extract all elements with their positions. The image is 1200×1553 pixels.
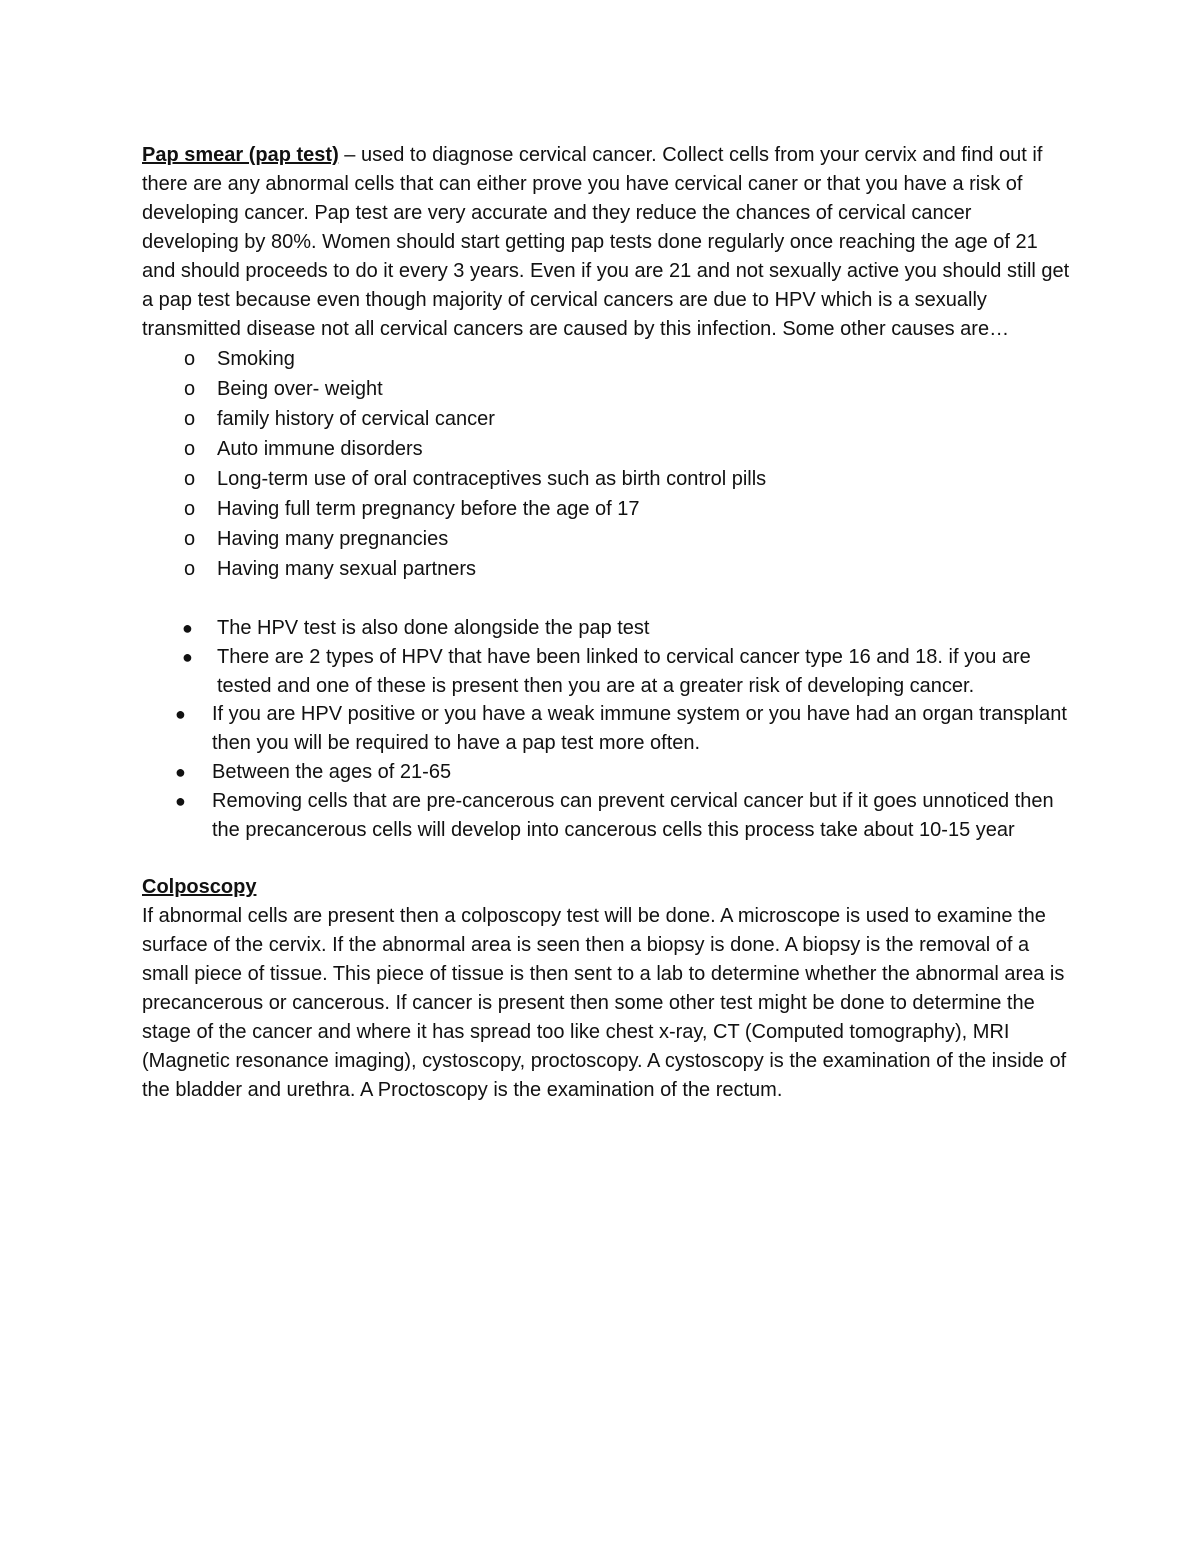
blank-line: [142, 844, 1072, 873]
list-item: ● The HPV test is also done alongside the pap test: [142, 614, 1072, 643]
list-item: ● Removing cells that are pre-cancerous can prevent cervical cancer but if it goes unnoticed then the precancerous cells will develop into cancerous cells this process take about 10-15 year: [142, 787, 1072, 845]
hpv-notes-list: [142, 614, 1072, 844]
circle-bullet-icon: o: [184, 528, 196, 550]
circle-bullet-icon: o: [184, 378, 196, 400]
pap-smear-paragraph: [142, 141, 1072, 344]
colposcopy-paragraph: If abnormal cells are present then a colposcopy test will be done. A microscope is used to examine the surface of the cervix. If the abnormal area is seen then a biopsy is done. A biopsy is the removal of a small piece of tissue. This piece of tissue is then sent to a lab to determine whether the abnormal area is precancerous or cancerous. If cancer is present then some other test might be done to determine the stage of the cancer and where it has spread too like chest x-ray, CT (Computed tomography), MRI (Magnetic resonance imaging), cystoscopy, proctoscopy. A cystoscopy is the examination of the inside of the bladder and urethra. A Proctoscopy is the examination of the rectum.: [142, 905, 1067, 1102]
circle-bullet-icon: o: [184, 438, 196, 460]
document-page: [142, 141, 1072, 1105]
colposcopy-heading: Colposcopy: [142, 876, 257, 899]
list-item: ● If you are HPV positive or you have a weak immune system or you have had an organ transplant then you will be required to have a pap test more often.: [142, 700, 1072, 758]
bullet-dot-icon: ●: [175, 790, 186, 811]
causes-list: [142, 344, 1072, 584]
list-item: o Being over- weight: [142, 374, 1072, 404]
colposcopy-heading-line: [142, 873, 1072, 902]
circle-bullet-icon: o: [184, 408, 196, 430]
circle-bullet-icon: o: [184, 558, 196, 580]
bullet-dot-icon: ●: [182, 618, 193, 638]
list-item: o Having many sexual partners: [142, 554, 1072, 584]
list-item: o Having many pregnancies: [142, 524, 1072, 554]
bullet-dot-icon: ●: [175, 761, 186, 782]
bullet-dot-icon: ●: [182, 646, 193, 667]
list-item: o Having full term pregnancy before the age of 17: [142, 494, 1072, 524]
circle-bullet-icon: o: [184, 468, 196, 490]
list-item: o family history of cervical cancer: [142, 404, 1072, 434]
list-item: ● There are 2 types of HPV that have been linked to cervical cancer type 16 and 18. if you are tested and one of these is present then you are at a greater risk of developing cancer.: [142, 643, 1072, 701]
circle-bullet-icon: o: [184, 498, 196, 520]
list-item: o Auto immune disorders: [142, 434, 1072, 464]
bullet-dot-icon: ●: [175, 704, 186, 725]
list-item: o Smoking: [142, 344, 1072, 374]
pap-smear-intro: – used to diagnose cervical cancer. Collect cells from your cervix and find out if there are any abnormal cells that can either prove you have cervical caner or that you have a risk of developing cancer. Pap test are very accurate and they reduce the chances of cervical cancer developing by 80%. Women should start getting pap tests done regularly once reaching the age of 21 and should proceeds to do it every 3 years. Even if you are 21 and not sexually active you should still get a pap test because even though majority of cervical cancers are due to HPV which is a sexually transmitted disease not all cervical cancers are caused by this infection. Some other causes are…: [142, 144, 1070, 340]
circle-bullet-icon: o: [184, 348, 196, 370]
pap-smear-heading: Pap smear (pap test): [142, 144, 339, 166]
list-item: o Long-term use of oral contraceptives such as birth control pills: [142, 464, 1072, 494]
list-item: ● Between the ages of 21-65: [142, 758, 1072, 787]
blank-line: [142, 584, 1072, 614]
